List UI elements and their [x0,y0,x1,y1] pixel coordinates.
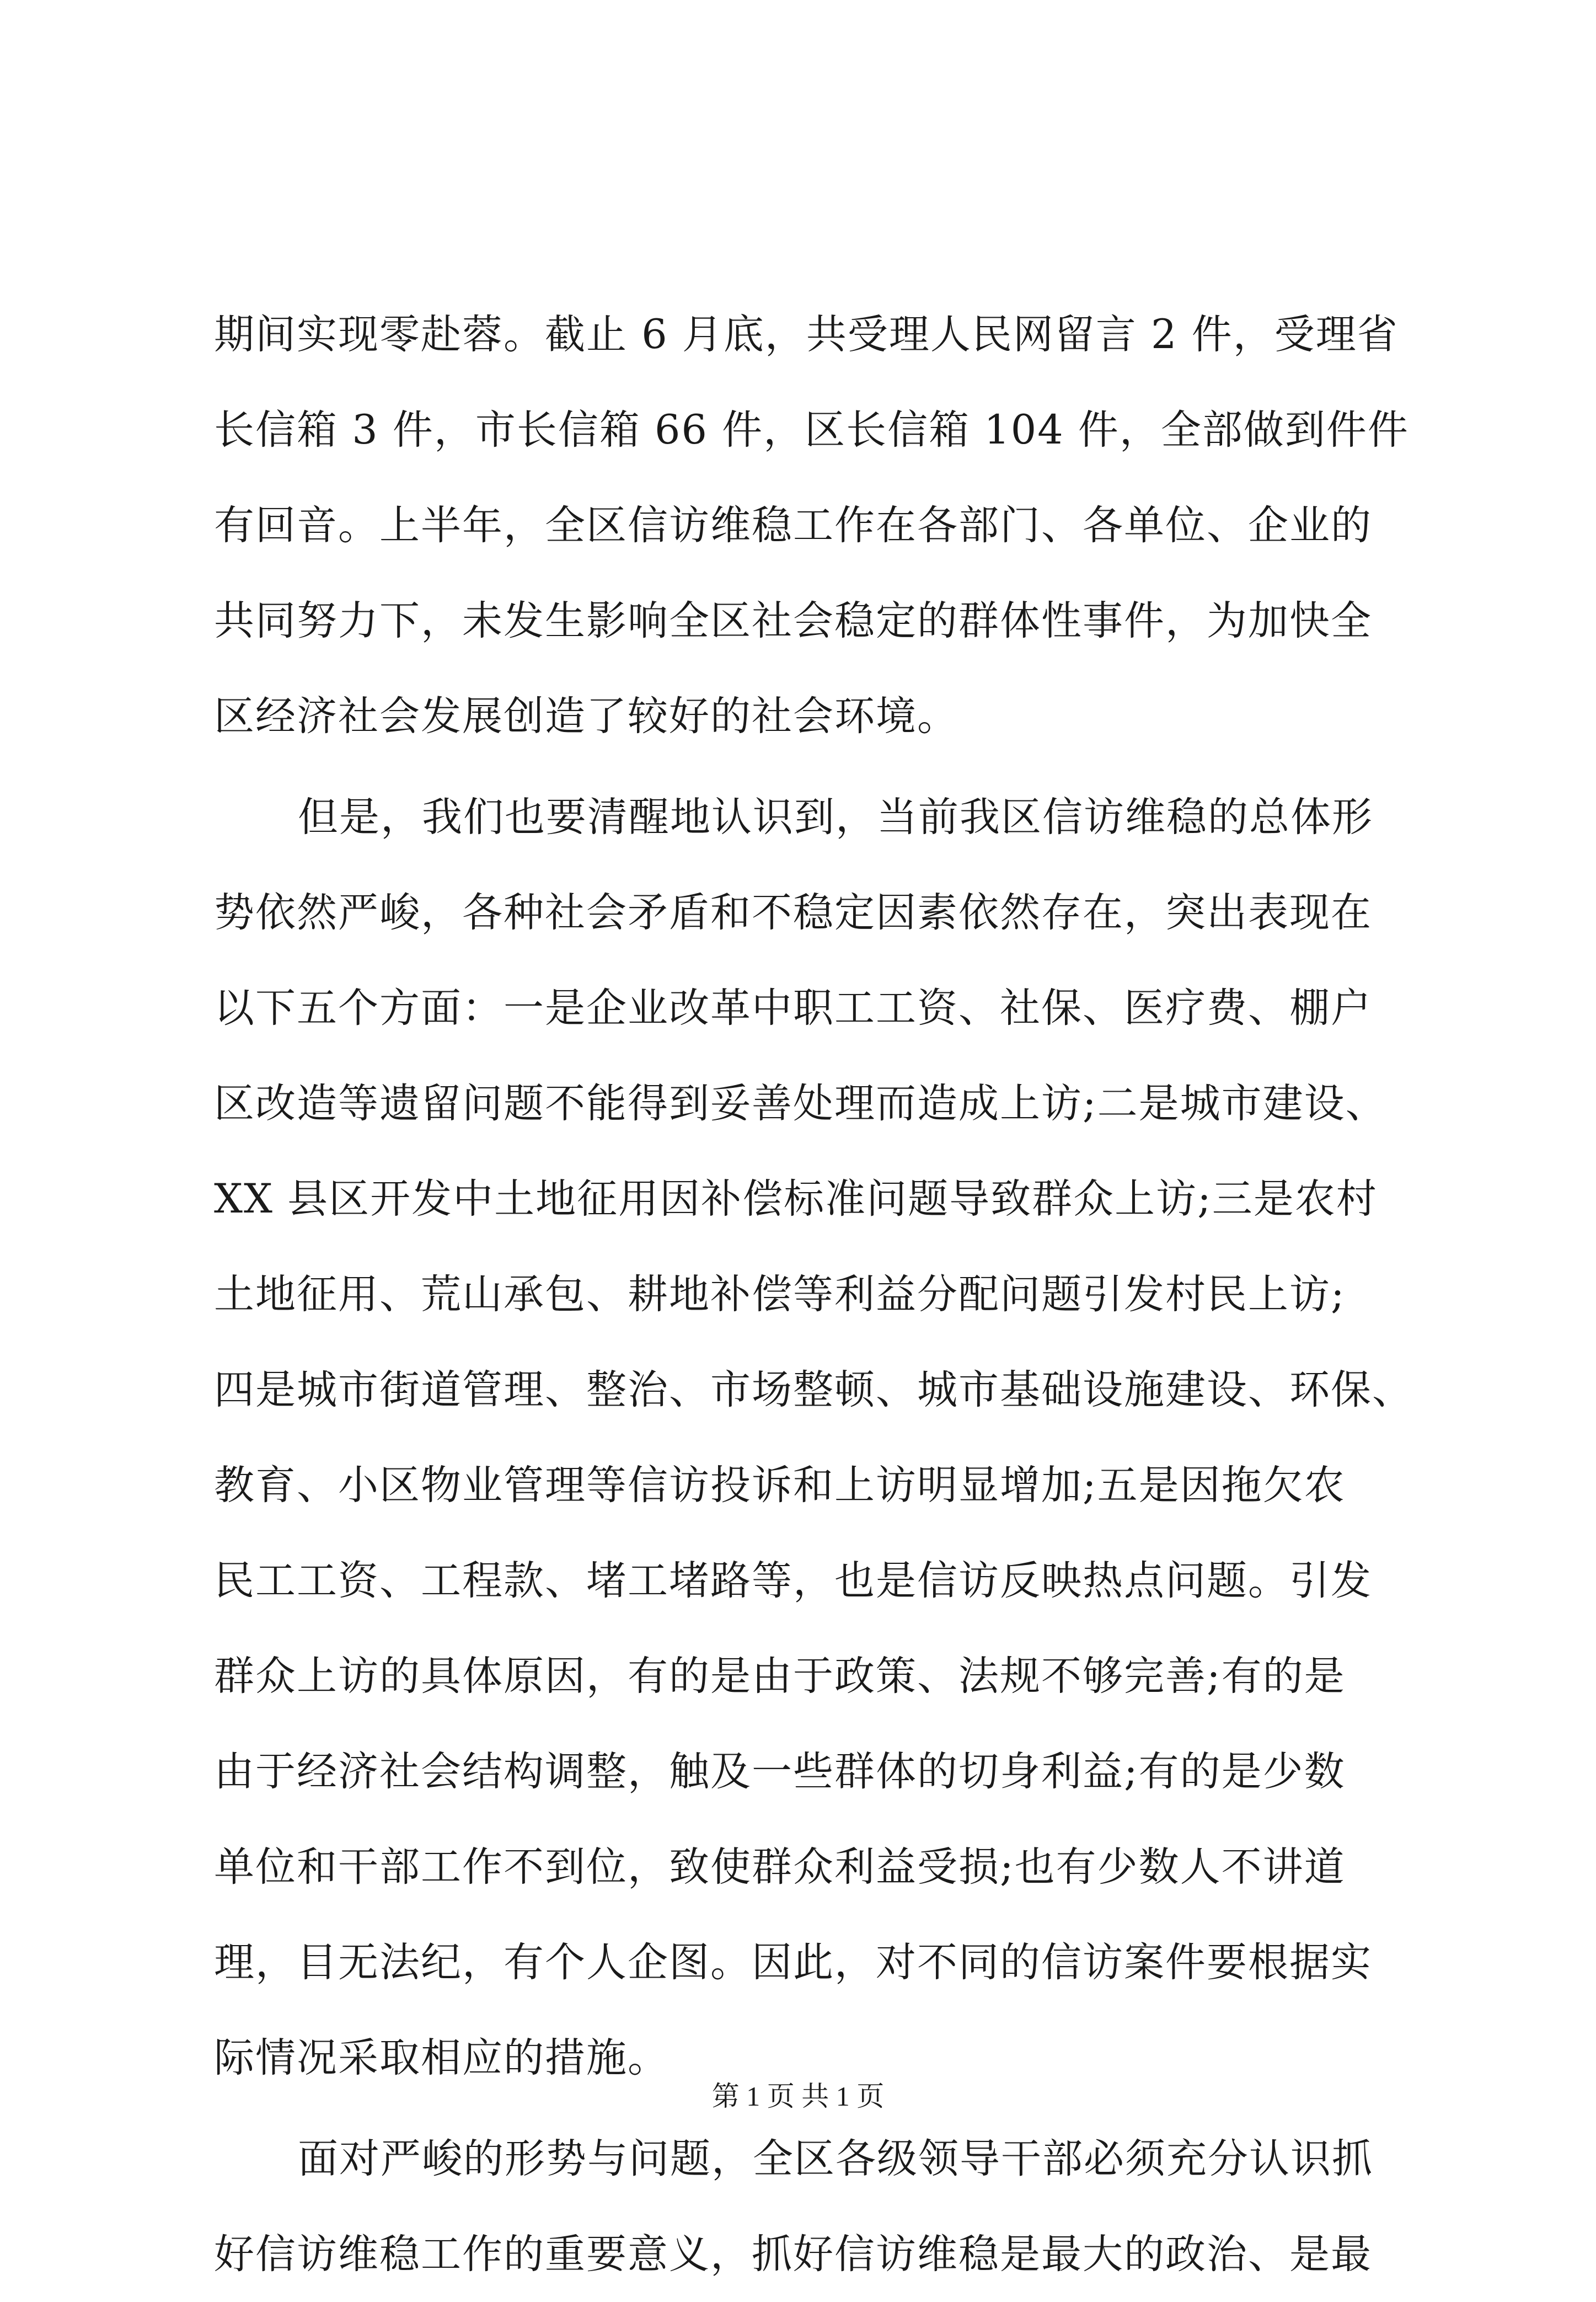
text-line: 但是，我们也要清醒地认识到，当前我区信访维稳的总体形 [298,794,1373,841]
paragraph-2 [214,770,1413,2106]
text-line: 有回音。上半年，全区信访维稳工作在各部门、各单位、企业的 [214,502,1372,549]
text-line: XX 县区开发中土地征用因补偿标准问题导致群众上访;三是农村 [214,1176,1378,1222]
text-line: 区改造等遗留问题不能得到妥善处理而造成上访;二是城市建设、 [214,1080,1387,1127]
text-line: 面对严峻的形势与问题，全区各级领导干部必须充分认识抓 [298,2135,1373,2182]
page-number-label: 第 1 页 共 1 页 [711,2081,885,2112]
document-body [214,287,1413,2302]
text-line: 理，目无法纪，有个人企图。因此，对不同的信访案件要根据实 [214,1939,1372,1986]
text-line: 教育、小区物业管理等信访投诉和上访明显增加;五是因拖欠农 [214,1462,1346,1509]
text-line: 长信箱 3 件，市长信箱 66 件，区长信箱 104 件，全部做到件件 [214,407,1409,453]
text-line: 好信访维稳工作的重要意义，抓好信访维稳是最大的政治、是最 [214,2231,1372,2278]
text-line: 民工工资、工程款、堵工堵路等，也是信访反映热点问题。引发 [214,1557,1372,1604]
text-line: 单位和干部工作不到位，致使群众利益受损;也有少数人不讲道 [214,1844,1346,1890]
text-line: 四是城市街道管理、整治、市场整顿、城市基础设施建设、环保、 [214,1366,1413,1413]
text-line: 期间实现零赴蓉。截止 6 月底，共受理人民网留言 2 件，受理省 [214,311,1399,358]
page-footer [0,2080,1596,2113]
text-line: 由于经济社会结构调整，触及一些群体的切身利益;有的是少数 [214,1748,1346,1795]
text-line: 土地征用、荒山承包、耕地补偿等利益分配问题引发村民上访; [214,1271,1346,1318]
text-line: 际情况采取相应的措施。 [214,2034,669,2081]
text-line: 势依然严峻，各种社会矛盾和不稳定因素依然存在，突出表现在 [214,889,1372,936]
text-line: 群众上访的具体原因，有的是由于政策、法规不够完善;有的是 [214,1653,1346,1700]
text-line: 区经济社会发展创造了较好的社会环境。 [214,693,958,740]
text-line: 共同努力下，未发生影响全区社会稳定的群体性事件，为加快全 [214,597,1372,644]
text-line: 以下五个方面：一是企业改革中职工工资、社保、医疗费、棚户 [214,985,1372,1032]
paragraph-1 [214,287,1409,764]
paragraph-3 [214,2111,1394,2302]
